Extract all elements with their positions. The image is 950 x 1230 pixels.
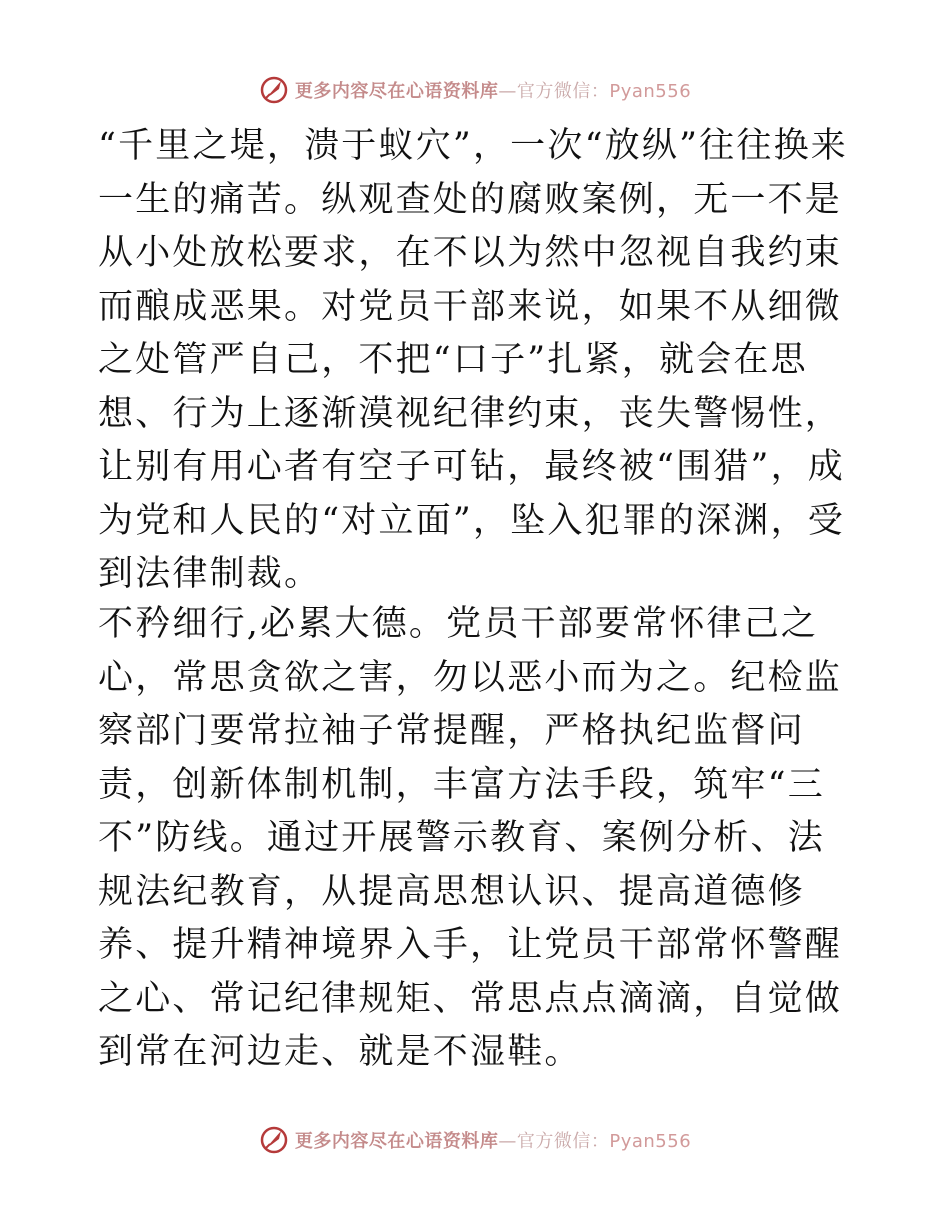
- watermark-account: Pyan556: [609, 81, 692, 102]
- quill-logo-icon: [259, 1125, 289, 1155]
- header-watermark: [0, 70, 950, 110]
- watermark-separator: —: [498, 81, 517, 102]
- watermark-label: 官方微信：: [516, 1131, 610, 1152]
- paragraph-2: 不矜细行,必累大德。党员干部要常怀律己之心，常思贪欲之害，勿以恶小而为之。纪检监察部门要常拉袖子常提醒，严格执纪监督问责，创新体制机制，丰富方法手段，筑牢“三不”防线。通过开展警示教育、案例分析、法规法纪教育，从提高思想认识、提高道德修养、提升精神境界入手，让党员干部常怀警醒之心、常记纪律规矩、常思点点滴滴，自觉做到常在河边走、就是不湿鞋。: [98, 604, 843, 1072]
- quill-logo-icon: [259, 75, 289, 105]
- footer-watermark: [0, 1120, 950, 1160]
- paragraph-1: “千里之堤，溃于蚁穴”，一次“放纵”往往换来一生的痛苦。纵观查处的腐败案例，无一不是从小处放松要求，在不以为然中忽视自我约束而酿成恶果。对党员干部来说，如果不从细微之处管严自己，不把“口子”扎紧，就会在思想、行为上逐渐漠视纪律约束，丧失警惕性，让别有用心者有空子可钻，最终被“围猎”，成为党和人民的“对立面”，坠入犯罪的深渊，受到法律制裁。: [98, 126, 848, 594]
- watermark-label: 官方微信：: [516, 81, 610, 102]
- watermark-text: [295, 1127, 691, 1153]
- watermark-main: 更多内容尽在心语资料库: [294, 1131, 499, 1152]
- watermark-text: [295, 77, 691, 103]
- watermark-separator: —: [498, 1131, 517, 1152]
- watermark-account: Pyan556: [609, 1131, 692, 1152]
- watermark-main: 更多内容尽在心语资料库: [294, 81, 499, 102]
